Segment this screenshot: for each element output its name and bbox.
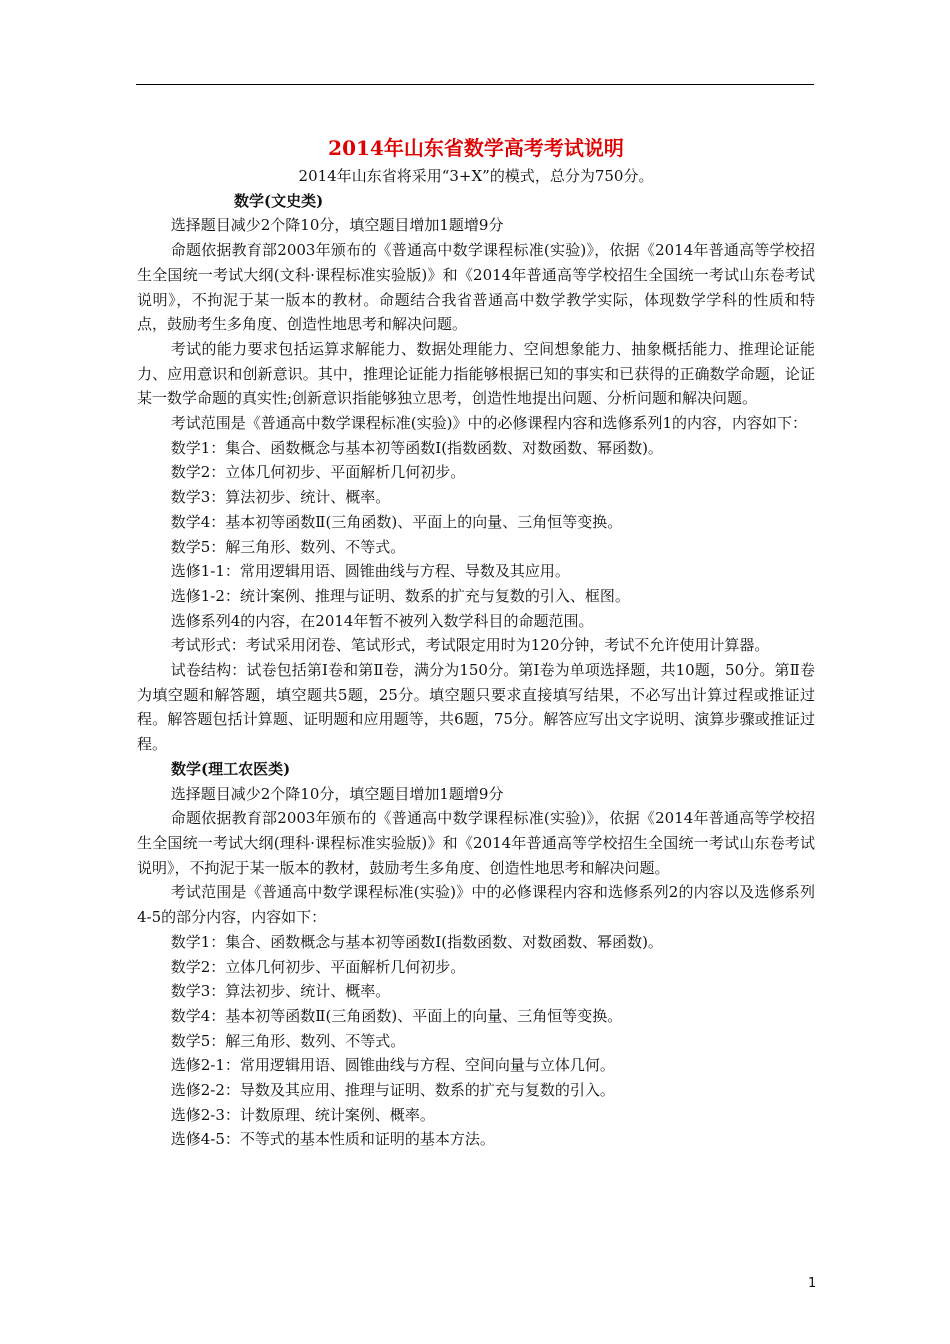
document-body [137,133,815,1152]
list-item: 数学4：基本初等函数Ⅱ(三角函数)、平面上的向量、三角恒等变换。 [170,512,623,531]
paragraph: 考试的能力要求包括运算求解能力、数据处理能力、空间想象能力、抽象概括能力、推理论证能力、应用意识和创新意识。其中，推理论证能力指能够根据已知的事实和已获得的正确数学命题，论证某一数学命题的真实性;创新意识指能够独立思考，创造性地提出问题、分析问题和解决问题。 [137,339,815,408]
list-item: 数学4：基本初等函数Ⅱ(三角函数)、平面上的向量、三角恒等变换。 [170,1006,623,1025]
list-item: 选修1-1：常用逻辑用语、圆锥曲线与方程、导数及其应用。 [170,562,570,581]
paragraph: 命题依据教育部2003年颁布的《普通高中数学课程标准(实验)》，依据《2014年普通高等学校招生全国统一考试大纲(理科·课程标准实验版)》和《2014年普通高等学校招生全国统一考试山东卷考试说明》，不拘泥于某一版本的教材，鼓励考生多角度、创造性地思考和解决问题。 [137,809,815,877]
paragraph: 试卷结构：试卷包括第Ⅰ卷和第Ⅱ卷，满分为150分。第Ⅰ卷为单项选择题，共10题，50分。第Ⅱ卷为填空题和解答题，填空题共5题，25分。填空题只要求直接填写结果，不必写出计算过程或推证过程。解答题包括计算题、证明题和应用题等，共6题，75分。解答应写出文字说明、演算步骤或推证过程。 [137,661,815,754]
paragraph: 选择题目减少2个降10分，填空题目增加1题增9分 [170,216,504,235]
document-subtitle: 2014年山东省将采用“3+X”的模式，总分为750分。 [298,167,654,185]
paragraph: 考试形式：考试采用闭卷、笔试形式，考试限定用时为120分钟，考试不允许使用计算器。 [170,636,770,655]
paragraph: 命题依据教育部2003年颁布的《普通高中数学课程标准(实验)》，依据《2014年普通高等学校招生全国统一考试大纲(文科·课程标准实验版)》和《2014年普通高等学校招生全国统一考试山东卷考试说明》，不拘泥于某一版本的教材。命题结合我省普通高中数学教学实际，体现数学学科的性质和特点，鼓励考生多角度、创造性地思考和解决问题。 [137,241,815,334]
list-item: 数学1：集合、函数概念与基本初等函数Ⅰ(指数函数、对数函数、幂函数)。 [170,438,663,457]
list-item: 数学2：立体几何初步、平面解析几何初步。 [170,957,466,976]
list-item: 选修2-3：计数原理、统计案例、概率。 [170,1105,435,1124]
list-item: 选修1-2：统计案例、推理与证明、数系的扩充与复数的引入、框图。 [170,586,630,605]
page-number: 1 [808,1276,817,1291]
list-item: 选修2-2：导数及其应用、推理与证明、数系的扩充与复数的引入。 [170,1081,615,1100]
paragraph: 考试范围是《普通高中数学课程标准(实验)》中的必修课程内容和选修系列2的内容以及选修系列4-5的部分内容，内容如下： [137,883,815,927]
list-item: 数学3：算法初步、统计、概率。 [170,982,391,1001]
paragraph: 选择题目减少2个降10分，填空题目增加1题增9分 [170,784,504,803]
section-heading-science: 数学(理工农医类) [171,759,291,778]
list-item: 数学2：立体几何初步、平面解析几何初步。 [170,463,466,482]
document-title: 2014年山东省数学高考考试说明 [328,136,624,160]
list-item: 数学5：解三角形、数列、不等式。 [170,1031,406,1050]
section-liberal-arts [137,213,815,756]
header-rule [136,84,814,85]
paragraph: 选修系列4的内容，在2014年暂不被列入数学科目的命题范围。 [170,611,594,630]
list-item: 选修4-5：不等式的基本性质和证明的基本方法。 [170,1130,495,1149]
list-item: 数学5：解三角形、数列、不等式。 [170,537,406,556]
list-item: 数学3：算法初步、统计、概率。 [170,488,391,507]
list-item: 数学1：集合、函数概念与基本初等函数Ⅰ(指数函数、对数函数、幂函数)。 [170,932,663,951]
list-item: 选修2-1：常用逻辑用语、圆锥曲线与方程、空间向量与立体几何。 [170,1056,615,1075]
section-heading-liberal-arts: 数学(文史类) [234,191,324,210]
paragraph: 考试范围是《普通高中数学课程标准(实验)》中的必修课程内容和选修系列1的内容，内容如下： [170,414,808,433]
section-science [137,782,815,1153]
